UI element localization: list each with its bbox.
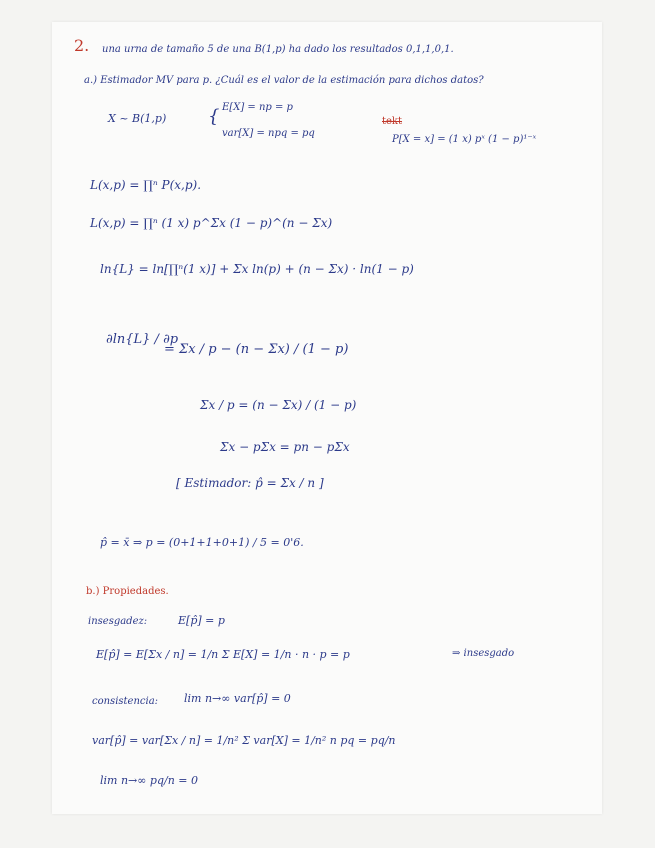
variance: var[X] = npq = pq: [222, 128, 315, 139]
derivative-rhs: = Σx / p − (n − Σx) / (1 − p): [164, 342, 349, 357]
estimate: p̂ = x̄ ⇒ p = (0+1+1+0+1) / 5 = 0'6.: [100, 536, 304, 549]
likelihood-1: L(x,p) = ∏ⁿ P(x,p).: [90, 178, 202, 192]
handwritten-page: [52, 22, 602, 814]
struck-word: tekt: [382, 116, 403, 127]
equation-2: Σx − pΣx = pn − pΣx: [220, 440, 350, 454]
problem-statement: una urna de tamaño 5 de una B(1,p) ha dado los resultados 0,1,1,0,1.: [102, 44, 454, 55]
variance-calculation: var[p̂] = var[Σx / n] = 1/n² Σ var[X] = 1/n² n pq = pq/n: [92, 734, 396, 747]
derivative-lhs: ∂ln{L} / ∂p: [106, 332, 179, 347]
unbiased-definition: E[p̂] = p: [178, 614, 225, 627]
equation-1: Σx / p = (n − Σx) / (1 − p): [200, 398, 357, 412]
part-b-heading: b.) Propiedades.: [86, 586, 169, 597]
unbiased-label: insesgadez:: [88, 616, 148, 627]
consistency-definition: lim n→∞ var[p̂] = 0: [184, 692, 291, 705]
problem-number: 2.: [74, 36, 90, 55]
consistency-label: consistencia:: [92, 696, 159, 707]
unbiased-proof: E[p̂] = E[Σx / n] = 1/n Σ E[X] = 1/n · n · p = p: [96, 648, 350, 661]
unbiased-conclusion: ⇒ insesgado: [452, 648, 515, 659]
x-distribution: X ~ B(1,p): [108, 112, 167, 125]
log-likelihood: ln{L} = ln[∏ⁿ(1 x)] + Σx ln(p) + (n − Σx) · ln(1 − p): [100, 262, 414, 276]
estimator-box: [ Estimador: p̂ = Σx / n ]: [176, 476, 324, 490]
limit-line: lim n→∞ pq/n = 0: [100, 774, 199, 787]
brace: {: [208, 106, 220, 127]
expectation: E[X] = np = p: [222, 102, 293, 113]
likelihood-2: L(x,p) = ∏ⁿ (1 x) p^Σx (1 − p)^(n − Σx): [90, 216, 333, 230]
pmf: P[X = x] = (1 x) pˣ (1 − p)¹⁻ˣ: [392, 134, 537, 145]
part-a-heading: a.) Estimador MV para p. ¿Cuál es el valor de la estimación para dichos datos?: [84, 75, 484, 86]
